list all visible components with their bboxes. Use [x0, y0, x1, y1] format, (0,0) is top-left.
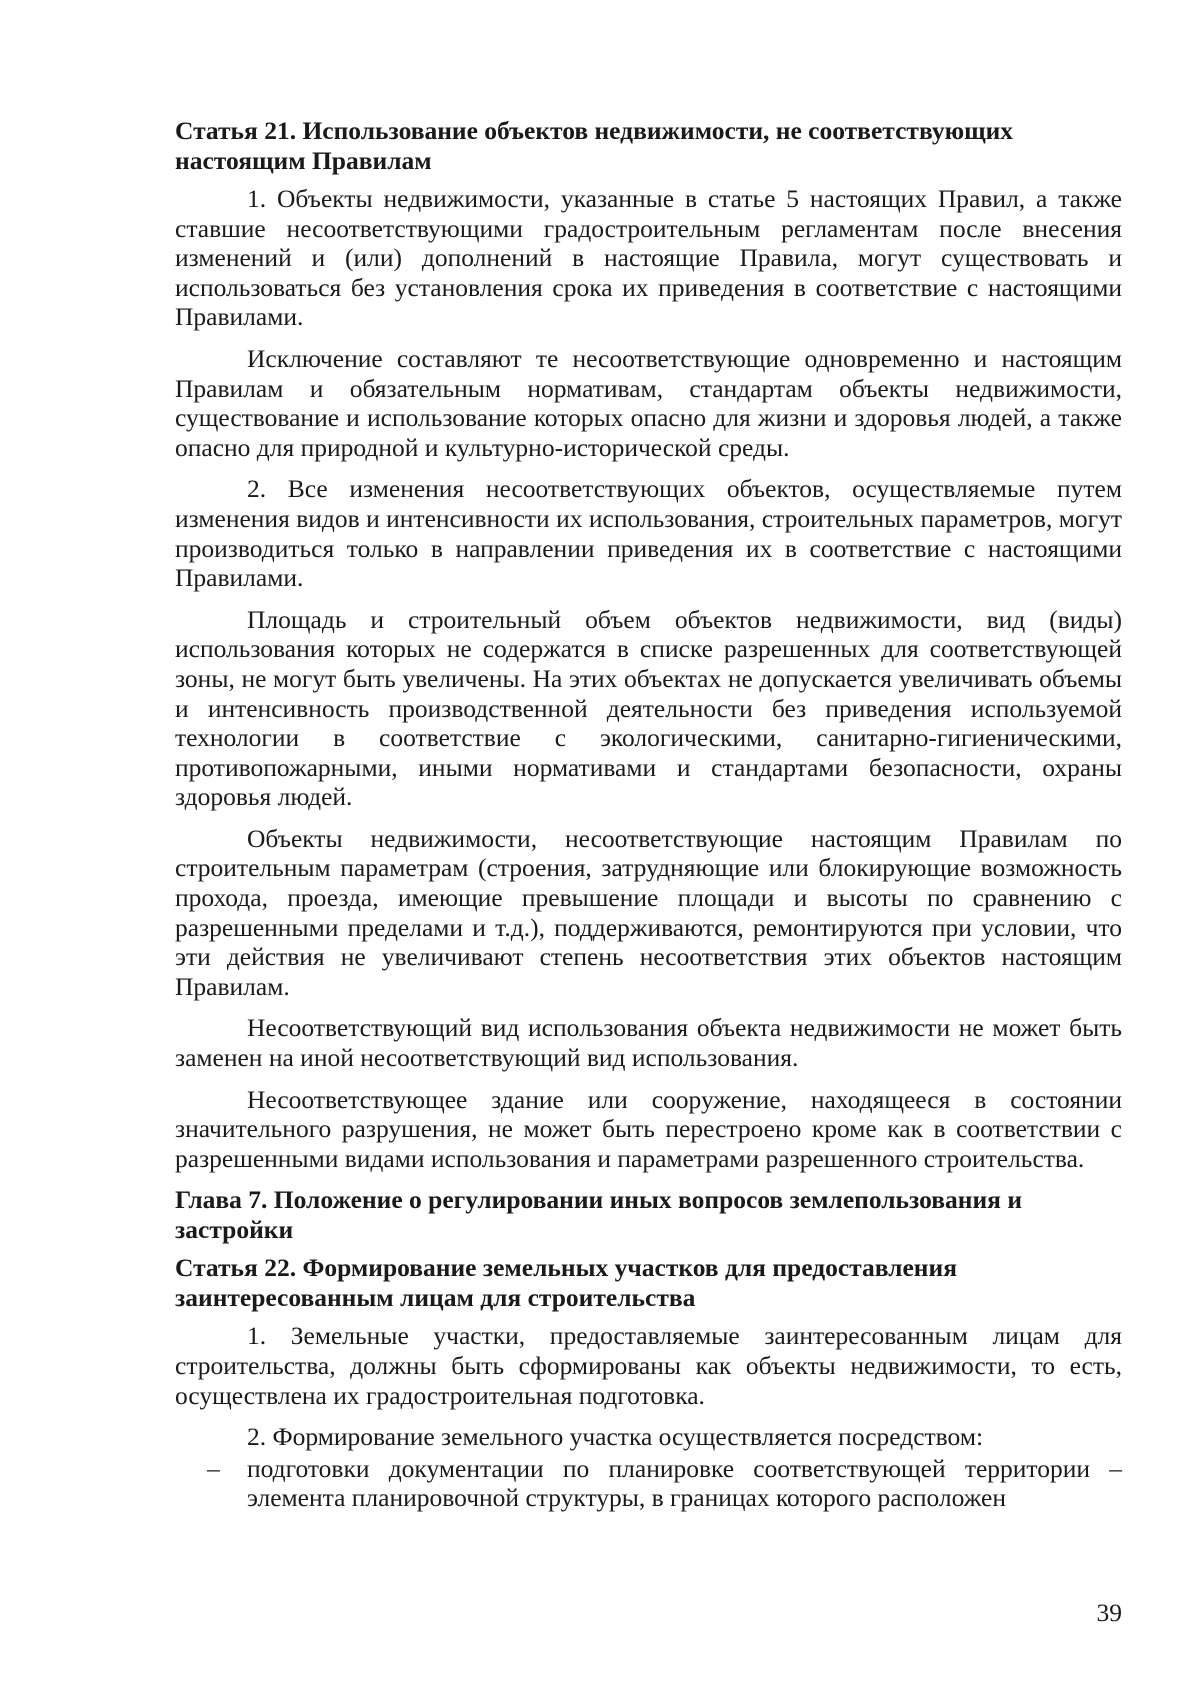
bullet-text: подготовки документации по планировке соответствующей территории – элемента планировочной структуры, в границах которого расположен — [247, 1453, 1122, 1513]
chapter-7-title: Глава 7. Положение о регулировании иных вопросов землепользования и застройки — [175, 1185, 1023, 1245]
article-21-paragraph-7: Несоответствующее здание или сооружение, находящееся в состоянии значительного разрушения, не может быть перестроено кроме как в соответствии с разрешенными видами использования и параметрами разрешенного строительства. — [175, 1084, 1122, 1173]
page-content — [175, 116, 1122, 1513]
article-21-title: Статья 21. Использование объектов недвижимости, не соответствующих настоящим Правилам — [175, 116, 1014, 175]
article-22-bullet-1 — [175, 1454, 1122, 1513]
article-21-paragraph-6: Несоответствующий вид использования объекта недвижимости не может быть заменен на иной несоответствующий вид использования. — [175, 1013, 1122, 1073]
page-number: 39 — [1096, 1598, 1122, 1627]
article-22-paragraph-2: 2. Формирование земельного участка осуществляется посредством: — [247, 1422, 984, 1452]
article-22-paragraph-1: 1. Земельные участки, предоставляемые заинтересованным лицам для строительства, должны быть сформированы как объекты недвижимости, то есть, осуществлена их градостроительная подготовка. — [175, 1321, 1122, 1410]
article-21-paragraph-3: 2. Все изменения несоответствующих объектов, осуществляемые путем изменения видов и интенсивности их использования, строительных параметров, могут производиться только в направлении приведения их в соответствие с настоящими Правилами. — [175, 474, 1122, 593]
article-21-paragraph-4: Площадь и строительный объем объектов недвижимости, вид (виды) использования которых не содержатся в списке разрешенных для соответствующей зоны, не могут быть увеличены. На этих объектах не допускается увеличивать объемы и интенсивность производственной деятельности без приведения используемой технологии в соответствие с экологическими, санитарно-гигиеническими, противопожарными, иными нормативами и стандартами безопасности, охраны здоровья людей. — [175, 604, 1122, 812]
article-21-paragraph-1: 1. Объекты недвижимости, указанные в статье 5 настоящих Правил, а также ставшие несоответствующими градостроительным регламентам после внесения изменений и (или) дополнений в настоящие Правила, могут существовать и использоваться без установления срока их приведения в соответствие с настоящими Правилами. — [175, 184, 1122, 332]
article-21-paragraph-2: Исключение составляют те несоответствующие одновременно и настоящим Правилам и обязательным нормативам, стандартам объекты недвижимости, существование и использование которых опасно для жизни и здоровья людей, а также опасно для природной и культурно-исторической среды. — [175, 343, 1122, 462]
dash-bullet-icon: – — [207, 1453, 220, 1483]
article-22-title: Статья 22. Формирование земельных участков для предоставления заинтересованным лицам для строительства — [175, 1253, 957, 1313]
article-21-paragraph-5: Объекты недвижимости, несоответствующие настоящим Правилам по строительным параметрам (строения, затрудняющие или блокирующие возможность прохода, проезда, имеющие превышение площади и высоты по сравнению с разрешенными пределами и т.д.), поддерживаются, ремонтируются при условии, что эти действия не увеличивают степень несоответствия этих объектов настоящим Правилам. — [175, 823, 1122, 1001]
